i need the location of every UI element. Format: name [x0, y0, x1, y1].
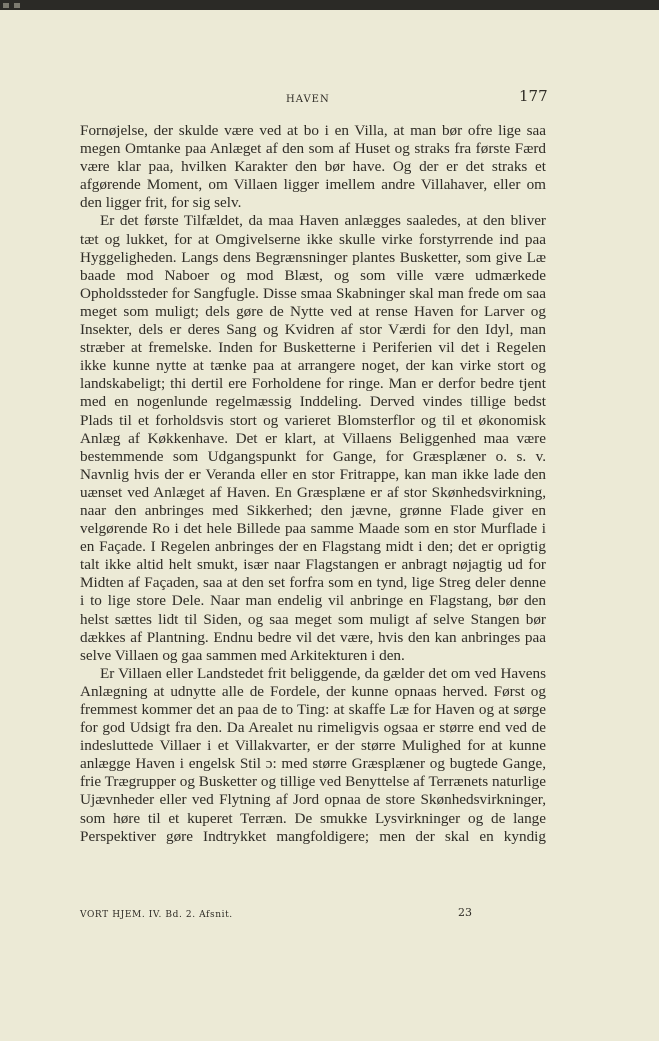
- page-number: 177: [519, 87, 548, 105]
- footer-signature: VORT HJEM. IV. Bd. 2. Afsnit.: [80, 910, 233, 920]
- scan-speck: [14, 3, 20, 8]
- scan-top-edge: [0, 0, 659, 10]
- body-text: [80, 122, 546, 846]
- paragraph: Fornøjelse, der skulde være ved at bo i en Villa, at man bør ofre lige saa megen Omtanke paa Anlæget af den som af Huset og straks fra første Færd være klar paa, hvilken Karakter den bør have. Og der er det straks et afgørende Moment, om Villaen ligger imellem andre Villahaver, eller om den ligger frit, for sig selv.: [80, 122, 546, 212]
- running-head: HAVEN: [286, 94, 330, 105]
- paragraph: Er Villaen eller Landstedet frit beliggende, da gælder det om ved Havens Anlægning at udnytte alle de Fordele, der kunne opnaas herved. Først og fremmest kommer det an paa de to Ting: at skaffe Læ for Haven og at sørge for god Udsigt fra den. Da Arealet nu rimeligvis ogsaa er større end ved de indesluttede Villaer i et Villakvarter, er der større Mulighed for at kunne anlægge Haven i engelsk Stil ɔ: med større Græsplæner og bugtede Gange, frie Trægrupper og Busketter og tillige ved Benyttelse af Terrænets naturlige Ujævnheder eller ved Flytning af Jord opnaa de store Skønhedsvirkninger, som høre til et kuperet Terræn. De smukke Lysvirkninger og de lange Perspektiver gøre Indtrykket mangfoldigere; men der skal en kyndig: [80, 664, 546, 845]
- scan-speck: [3, 3, 9, 8]
- footer-sheet-number: 23: [458, 906, 472, 919]
- paragraph: Er det første Tilfældet, da maa Haven anlægges saaledes, at den bliver tæt og lukket, for at Omgivelserne ikke skulle virke forstyrrende ind paa Hyggeligheden. Langs dens Begrænsninger plantes Busketter, som give Læ baade mod Naboer og mod Blæst, og som ville være udmærkede Opholdssteder for Sangfugle. Disse smaa Skabninger skal man frede om saa meget som muligt; dels gøre de Nytte ved at rense Haven for Larver og Insekter, dels er deres Sang og Kvidren af stor Værdi for den Idyl, man stræber at fremelske. Inden for Busketterne i Periferien vil det i Regelen ikke kunne nytte at tænke paa at arrangere noget, der kan virke stort og landskabeligt; thi dertil ere Forholdene for ringe. Man er derfor bedre tjent med en nogenlunde regelmæssig Inddeling. Derved vindes tillige bedst Plads til et forholdsvis stort og varieret Blomsterflor og til et økonomisk Anlæg af Køkkenhave. Det er klart, at Villaens Beliggenhed maa være bestemmende som Udgangspunkt for Gange, for Græsplæner o. s. v. Navnlig hvis der er Veranda eller en stor Fritrappe, kan man ikke lade den uænset ved Anlæget af Haven. En Græsplæne er af stor Skønhedsvirkning, naar den anbringes med Sikkerhed; den jævne, grønne Flade giver en velgørende Ro i det hele Billede paa samme Maade som en stor Murflade i en Façade. I Regelen anbringes der en Flagstang midt i den; det er oprigtig talt ikke altid helt smukt, især naar Flagstangen er anbragt nøjagtig ud for Midten af Façaden, saa at den set forfra som en tynd, lige Streg deler denne i to lige store Dele. Naar man endelig vil anbringe en Flagstang, bør den helst sættes lidt til Siden, og saa meget som muligt af selve Stangen bør dækkes af Plantning. Endnu bedre vil det være, hvis den kan anbringes paa selve Villaen og gaa sammen med Arkitekturen i den.: [80, 212, 546, 664]
